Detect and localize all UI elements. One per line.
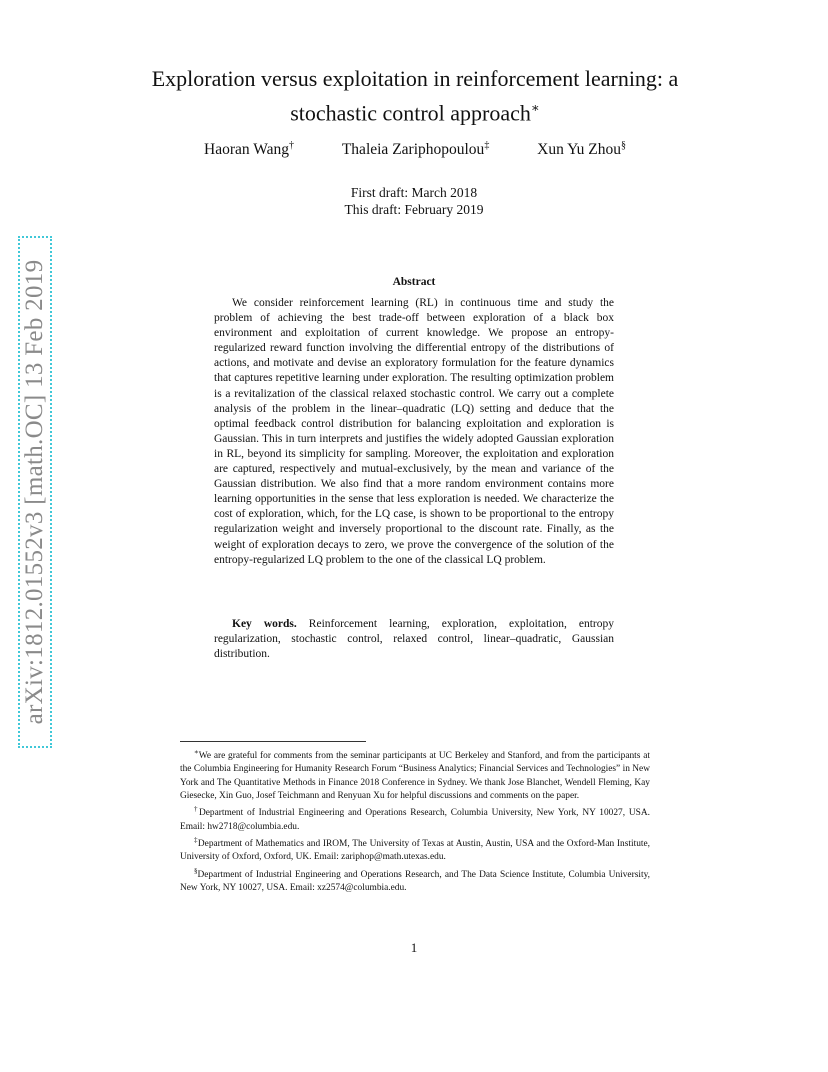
author-2	[342, 140, 489, 159]
draft-dates	[214, 184, 614, 218]
footnote-author-1	[180, 803, 650, 834]
this-draft-date: This draft: February 2019	[344, 202, 484, 217]
footnote-divider	[180, 741, 366, 742]
author-3-name: Xun Yu Zhou	[537, 141, 621, 159]
footnote-author-2	[180, 834, 650, 865]
first-draft-date: First draft: March 2018	[350, 185, 478, 200]
footnote-mark: §	[194, 866, 198, 875]
author-2-name: Thaleia Zariphopoulou	[341, 141, 485, 159]
keywords-text: Reinforcement learning, exploration, exploitation, entropy regularization, stochastic control, relaxed control, linear–quadratic, Gaussian distribution.	[214, 618, 615, 661]
footnote-text: Department of Industrial Engineering and Operations Research, Columbia University, New York, NY 10027, USA. Email: hw2718@columbia.edu.	[180, 808, 650, 832]
footnote-text: We are grateful for comments from the seminar participants at UC Berkeley and Stanford, and from the participants at the Columbia Engineering for Humanity Research Forum “Business Analytics; Financial Services and Technologies” in New York and The Quantitative Methods in Finance 2018 Conference in Sydney. We thank Jose Blanchet, Wendell Fleming, Kay Giesecke, Xin Guo, Josef Teichmann and Renyuan Xu for helpful discussions and comments on the paper.	[180, 751, 650, 802]
author-1-name: Haoran Wang	[204, 141, 289, 159]
paper-title	[140, 64, 690, 127]
keywords-label: Key words.	[232, 618, 297, 630]
footnote-mark: ‡	[194, 836, 198, 845]
author-1-mark: †	[288, 140, 294, 151]
arxiv-identifier-text: arXiv:1812.01552v3 [math.OC] 13 Feb 2019	[21, 259, 48, 725]
footnote-acknowledgements	[180, 746, 650, 803]
footnote-mark: †	[194, 805, 199, 814]
author-3	[537, 140, 626, 159]
author-3-mark: §	[620, 140, 626, 151]
abstract-heading: Abstract	[392, 276, 436, 288]
arxiv-identifier-stamp[interactable]	[18, 236, 52, 748]
footnote-text: Department of Mathematics and IROM, The University of Texas at Austin, Austin, USA and the Oxford-Man Institute, University of Oxford, Oxford, UK. Email: zariphop@math.utexas.edu.	[180, 839, 650, 863]
author-2-mark: ‡	[484, 140, 490, 151]
keywords-paragraph	[214, 617, 614, 662]
footnote-text: Department of Industrial Engineering and Operations Research, and The Data Science Institute, Columbia University, New York, NY 10027, USA. Email: xz2574@columbia.edu.	[180, 869, 650, 894]
page-number: 1	[410, 940, 418, 955]
title-footnote-mark: ∗	[530, 100, 540, 115]
author-1	[204, 140, 294, 159]
footnote-mark: ∗	[194, 748, 199, 756]
paper-title-text: Exploration versus exploitation in reinforcement learning: a stochastic control approach	[151, 66, 679, 126]
abstract-text: We consider reinforcement learning (RL) in continuous time and study the problem of achieving the best trade-off between exploration of a black box environment and exploitation of current knowledge. We propose an entropy-regularized reward function involving the differential entropy of the distributions of actions, and motivate and devise an exploratory formulation for the feature dynamics that captures repetitive learning under exploration. The resulting optimization problem is a revitalization of the classical relaxed stochastic control. We carry out a complete analysis of the problem in the linear–quadratic (LQ) setting and deduce that the optimal feedback control distribution for balancing exploitation and exploration is Gaussian. This in turn interprets and justifies the widely adopted Gaussian exploration in RL, beyond its simplicity for sampling. Moreover, the exploitation and exploration are captured, respectively and mutual-exclusively, by the mean and variance of the Gaussian distribution. We also find that a more random environment contains more learning opportunities in the sense that less exploration is needed. We characterize the cost of exploration, which, for the LQ case, is shown to be proportional to the entropy regularization weight and inversely proportional to the discount rate. Finally, as the weight of exploration decays to zero, we prove the convergence of the solution of the entropy-regularized LQ problem to the one of the classical LQ problem.	[214, 297, 614, 566]
footnote-author-3	[180, 865, 650, 896]
footnotes	[180, 746, 650, 895]
author-list	[150, 140, 680, 159]
